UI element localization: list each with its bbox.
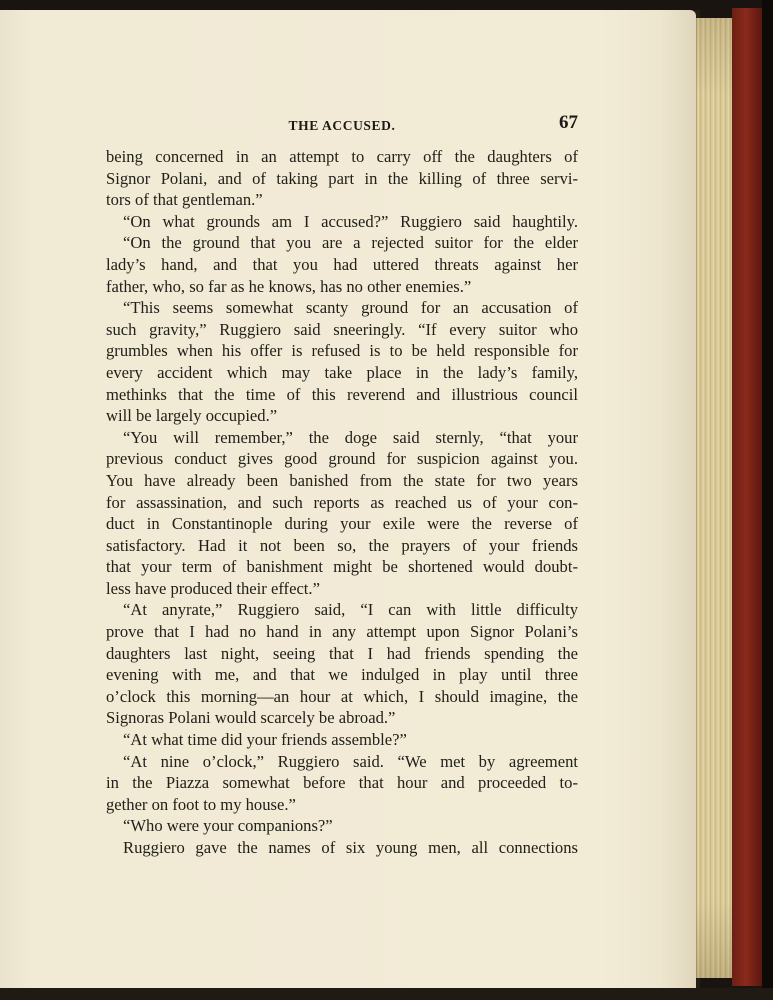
text-line: “On the ground that you are a rejected suitor for the elder bbox=[123, 233, 578, 253]
text-line: will be largely occupied.” bbox=[106, 406, 278, 426]
text-line: tors of that gentleman.” bbox=[106, 190, 263, 210]
text-line: methinks that the time of this reverend and illustrious council bbox=[106, 384, 578, 404]
text-line: “You will remember,” the doge said sternly, “that your bbox=[123, 427, 578, 447]
text-line: “At nine o’clock,” Ruggiero said. “We met by agreement bbox=[123, 751, 578, 771]
text-line: You have already been banished from the state for two years bbox=[106, 470, 578, 490]
text-line: prove that I had no hand in any attempt upon Signor Polani’s bbox=[106, 622, 578, 642]
text-line: for assassination, and such reports as reached us of your con- bbox=[106, 492, 578, 512]
text-line: every accident which may take place in the lady’s family, bbox=[106, 362, 578, 382]
text-line: gether on foot to my house.” bbox=[106, 794, 296, 814]
text-line: “At what time did your friends assemble?” bbox=[123, 730, 407, 750]
text-line: grumbles when his offer is refused is to be held responsible for bbox=[106, 341, 578, 361]
page-gutter-shadow bbox=[660, 10, 700, 988]
scan-right-border bbox=[762, 0, 773, 1000]
text-line: satisfactory. Had it not been so, the prayers of your friends bbox=[106, 535, 578, 555]
text-line: “On what grounds am I accused?” Ruggiero said haughtily. bbox=[123, 211, 578, 231]
text-line: Signoras Polani would scarcely be abroad.” bbox=[106, 708, 396, 728]
running-head bbox=[106, 112, 578, 138]
text-line: o’clock this morning—an hour at which, I should imagine, the bbox=[106, 686, 578, 706]
page-number: 67 bbox=[559, 112, 578, 133]
text-line: lady’s hand, and that you had uttered threats against her bbox=[106, 254, 578, 274]
text-line: evening with me, and that we indulged in play until three bbox=[106, 665, 578, 685]
page-edges-shadow bbox=[696, 18, 732, 978]
scan-top-border bbox=[0, 0, 773, 10]
text-line: “Who were your companions?” bbox=[123, 816, 333, 836]
running-title: THE ACCUSED. bbox=[288, 118, 396, 133]
text-line: previous conduct gives good ground for suspicion against you. bbox=[106, 449, 578, 469]
text-line: Ruggiero gave the names of six young men, all connections bbox=[123, 838, 578, 857]
text-line: such gravity,” Ruggiero said sneeringly. “If every suitor who bbox=[106, 319, 578, 339]
text-line: daughters last night, seeing that I had friends spending the bbox=[106, 643, 578, 663]
text-line: in the Piazza somewhat before that hour and proceeded to- bbox=[106, 773, 578, 793]
book-cover-edge bbox=[732, 8, 762, 986]
text-line: that your term of banishment might be shortened would doubt- bbox=[106, 557, 578, 577]
text-line: “This seems somewhat scanty ground for an accusation of bbox=[123, 298, 578, 318]
text-line: “At anyrate,” Ruggiero said, “I can with little difficulty bbox=[123, 600, 578, 620]
text-line: duct in Constantinople during your exile were the reverse of bbox=[106, 514, 578, 534]
text-line: less have produced their effect.” bbox=[106, 578, 320, 598]
text-line: father, who, so far as he knows, has no other enemies.” bbox=[106, 276, 472, 296]
text-line: being concerned in an attempt to carry off the daughters of bbox=[106, 147, 578, 166]
body-text bbox=[106, 146, 578, 859]
text-line: Signor Polani, and of taking part in the killing of three servi- bbox=[106, 168, 578, 188]
scan-bottom-border bbox=[0, 988, 773, 1000]
